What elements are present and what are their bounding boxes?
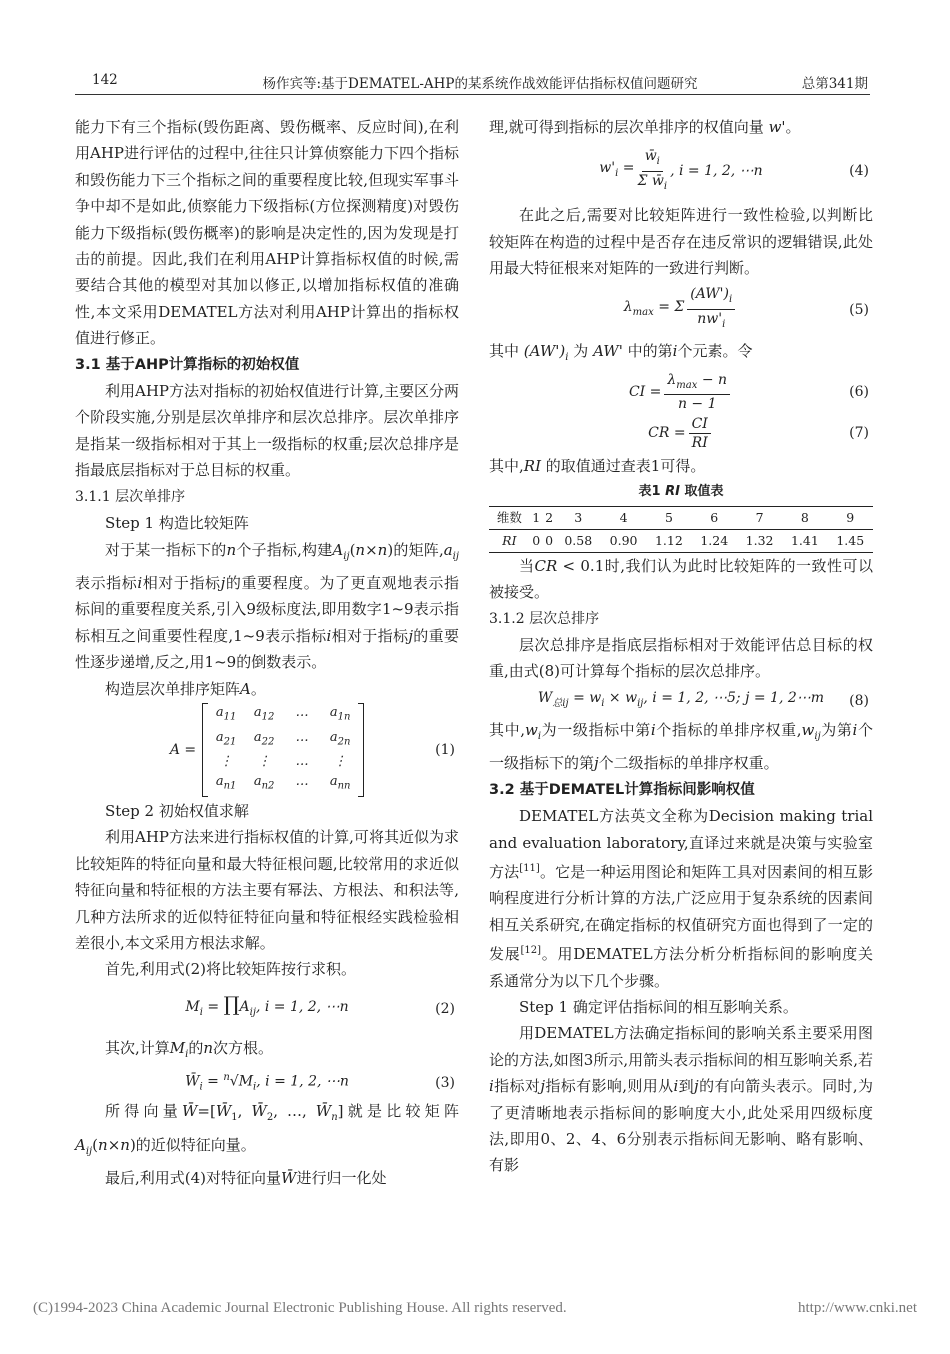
paragraph: 最后,利用式(4)对特征向量W̄进行归一化处 bbox=[105, 1169, 387, 1187]
footer bbox=[33, 1300, 917, 1317]
paragraph: 构造层次单排序矩阵A。 bbox=[105, 679, 266, 698]
paragraph: 用DEMATEL方法确定指标间的影响关系主要采用图论的方法,如图3所示,用箭头表示指标间的相互影响关系,若i指标对j指标有影响,则用从i到j的有向箭头表示。同时,为了更清晰地表示指标间的影响度大小,此处采用四级标度法,即用0、2、4、6分别表示指标间无影响、略有影响、有影 bbox=[489, 1024, 873, 1175]
page-number: 142 bbox=[92, 72, 118, 88]
paragraph: 能力下有三个指标(毁伤距离、毁伤概率、反应时间),在利用AHP进行评估的过程中,往往只计算侦察能力下四个指标和毁伤能力下三个指标之间的重要程度比较,但现实军事斗争中却不是如此,侦察能力下级指标(方位探测精度)对毁伤能力下级指标(毁伤概率)的影响是决定性的,因为发现是打击的前提。因此,我们在利用AHP计算指标权值的时候,需要结合其他的模型对其加以修正,以增加指标权值的准确性,本文采用DEMATEL方法对利用AHP计算出的指标权值进行修正。 bbox=[75, 118, 459, 348]
paragraph: 其中,RI 的取值通过查表1可得。 bbox=[489, 457, 706, 476]
subsection-heading-3-1-1: 3.1.1 层次单排序 bbox=[75, 488, 186, 505]
table-header-row: 维数 1 2 3 4 5 6 7 8 9 bbox=[489, 506, 873, 529]
subsection-heading-3-1-2: 3.1.2 层次总排序 bbox=[489, 610, 600, 627]
paragraph: 其中 $(AW')_i$ 为 AW' 中的第i个元素。令 bbox=[489, 341, 753, 363]
equation-3: $W̄_i = ^n√M_i$, i = 1, 2, ⋯n (3) bbox=[185, 1072, 455, 1093]
table-row: RI 0 0 0.58 0.90 1.12 1.24 1.32 1.41 1.45 bbox=[489, 529, 873, 552]
equation-2: $M_i$ = $\prod A_{ij}$, i = 1, 2, ⋯n (2) bbox=[185, 992, 455, 1018]
step-heading: Step 1 确定评估指标间的相互影响关系。 bbox=[519, 997, 798, 1016]
equation-4: $w'_i$ = $\frac{w̄_i}{\Sigma w̄_i}$ , i = 1, 2, ⋯n (4) bbox=[599, 148, 869, 192]
paragraph: 当CR < 0.1时,我们认为此时比较矩阵的一致性可以被接受。 bbox=[489, 556, 873, 602]
issue-number: 总第341期 bbox=[801, 76, 868, 92]
paragraph: DEMATEL方法英文全称为Decision making trial and evaluation laboratory,直译过来就是决策与实验室方法[11]。它是一种运用图论和矩阵工具对因素间的相互影响程度进行分析计算的方法,广泛应用于复杂系统的因素间相互关系研究,在确定指标的权值研究方面也得到了一定的发展[12]。用DEMATEL方法分析分析指标间的影响度关系通常分为以下几个步骤。 bbox=[489, 807, 873, 990]
matrix-A: $a_{11}$ $a_{12}$ … $a_{1n}$ $a_{21}$ $a_{22}$ … $a_{2n}$ ⋮ ⋮ … ⋮ $a_{n1}$ $a_{n2}$ … $a_{nn}$ bbox=[202, 703, 364, 797]
paragraph: 其中$,w_i$为一级指标中第i个指标的单排序权重$,w_{ij}$为第i个一级指标下的第j个二级指标的单排序权重。 bbox=[489, 720, 873, 773]
paragraph: 利用AHP方法对指标的初始权值进行计算,主要区分两个阶段实施,分别是层次单排序和层次总排序。层次单排序是指某一级指标相对于其上一级指标的权重;层次总排序是指最底层指标对于总目标的权重。 bbox=[75, 382, 459, 480]
equation-6: CI = $\frac{\lambda_{max} - n}{n - 1}$ (6) bbox=[628, 371, 869, 413]
paragraph: 在此之后,需要对比较矩阵进行一致性检验,以判断比较矩阵在构造的过程中是否存在违反常识的逻辑错误,此处用最大特征根来对矩阵的一致进行判断。 bbox=[489, 206, 873, 278]
equation-7: CR = $\frac{CI}{RI}$ (7) bbox=[648, 415, 869, 451]
copyright-notice: (C)1994-2023 China Academic Journal Electronic Publishing House. All rights reserved. bbox=[33, 1300, 567, 1316]
paragraph: 理,就可得到指标的层次单排序的权值向量 w'。 bbox=[489, 118, 801, 136]
step-heading: Step 1 构造比较矩阵 bbox=[105, 514, 249, 533]
right-column bbox=[489, 114, 873, 1179]
section-heading-3-2: 3.2 基于DEMATEL计算指标间影响权值 bbox=[489, 781, 755, 798]
section-heading-3-1: 3.1 基于AHP计算指标的初始权值 bbox=[75, 356, 300, 373]
paragraph: 层次总排序是指底层指标相对于效能评估总目标的权重,由式(8)可计算每个指标的层次总排序。 bbox=[489, 636, 873, 681]
running-title: 杨作宾等:基于DEMATEL-AHP的某系统作战效能评估指标权值问题研究 bbox=[262, 76, 698, 92]
footer-url: http://www.cnki.net bbox=[797, 1300, 917, 1316]
paragraph: 首先,利用式(2)将比较矩阵按行求积。 bbox=[105, 960, 357, 979]
header-rule bbox=[75, 94, 870, 95]
table-title: 表1 RI 取值表 bbox=[638, 484, 724, 500]
equation-5: $\lambda_{max} = \Sigma$ $\frac{(AW')_i}{nw'_i}$ (5) bbox=[623, 286, 869, 330]
paragraph: 其次,计算$M_i$的n次方根。 bbox=[105, 1038, 274, 1060]
equation-8: $W_{总ij} = w_i \times w_{ij}$, i = 1, 2, ⋯5; j = 1, 2⋯m (8) bbox=[537, 689, 869, 709]
step-heading: Step 2 初始权值求解 bbox=[105, 801, 249, 820]
paragraph: 利用AHP方法来进行指标权值的计算,可将其近似为求比较矩阵的特征向量和最大特征根问题,比较常用的求近似特征向量和特征根的方法主要有幂法、方根法、和积法等,几种方法所求的近似特征特征向量和特征根经实践检验相差很小,本文采用方根法求解。 bbox=[75, 828, 459, 952]
paragraph: 对于某一指标下的n个子指标,构建$A_{ij}(n\times n)$的矩阵$,a_{ij}$表示指标i相对于指标j的重要程度。为了更直观地表示指标间的重要程度关系,引入9级标度法,即用数字1~9表示指标相互之间重要性程度,1~9表示指标i相对于指标j的重要性逐步递增,反之,用1~9的倒数表示。 bbox=[75, 540, 459, 672]
left-column bbox=[75, 114, 459, 1191]
equation-1: A = $a_{11}$ $a_{12}$ … $a_{1n}$ $a_{21}$ $a_{22}$ … $a_{2n}$ ⋮ ⋮ … ⋮ $a_{n1}$ $a_{n2}$ … $a_{nn}$ (1) bbox=[75, 702, 459, 798]
paragraph: 所得向量$W̄=[W̄_1$, $W̄_2$, …, $W̄_n$]就是比较矩阵$A_{ij}(n\times n)$的近似特征向量。 bbox=[75, 1102, 459, 1157]
page-header bbox=[92, 72, 868, 96]
ri-table bbox=[489, 506, 873, 553]
